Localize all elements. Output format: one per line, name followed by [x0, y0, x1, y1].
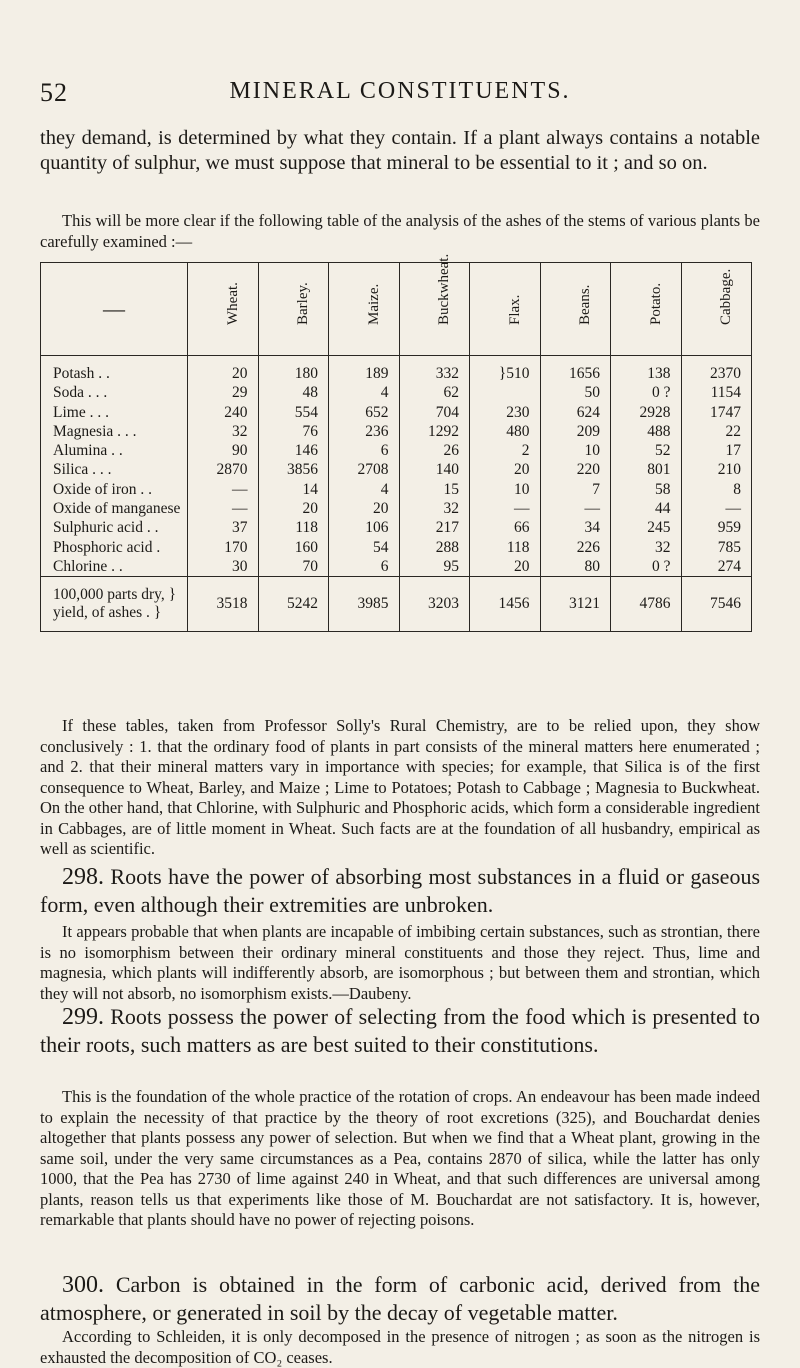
col-header-label: Beans.: [577, 284, 594, 325]
table-cell: 48: [258, 383, 329, 402]
table-cell: 15: [399, 480, 470, 499]
table-cell: 50: [540, 383, 611, 402]
table-cell: 17: [681, 441, 752, 460]
table-cell: 52: [611, 441, 682, 460]
total-cell: 1456: [470, 577, 541, 632]
col-header: [258, 263, 329, 356]
table-row: [41, 557, 752, 577]
row-label: Chlorine . .: [41, 557, 188, 577]
table-cell: 288: [399, 538, 470, 557]
table-cell: 0 ?: [611, 383, 682, 402]
total-cell: 7546: [681, 577, 752, 632]
total-cell: 3985: [329, 577, 400, 632]
row-label: Sulphuric acid . .: [41, 518, 188, 537]
col-header-label: Flax.: [506, 294, 523, 325]
table-cell: 20: [470, 557, 541, 577]
table-cell: 274: [681, 557, 752, 577]
table-body: [41, 356, 752, 632]
table-cell: —: [188, 480, 259, 499]
table-cell: 10: [470, 480, 541, 499]
section-number: 300.: [62, 1272, 104, 1298]
table-row: [41, 422, 752, 441]
table-cell: 2: [470, 441, 541, 460]
table-cell: 624: [540, 403, 611, 422]
col-header: [540, 263, 611, 356]
paragraph-isomorphism: It appears probable that when plants are incapable of imbibing certain substances, such as strontian, there is no isomorphism between their ordinary mineral constituents and those they reject. Thus, lime and magnesia, which plants will indifferently absorb, are isomorphous ; but between them and strontian, which they will not absorb, no isomorphism exists.—Daubeny.: [40, 922, 760, 1003]
table-cell: 20: [470, 460, 541, 479]
table-cell: 785: [681, 538, 752, 557]
table-cell: 90: [188, 441, 259, 460]
table-cell: 95: [399, 557, 470, 577]
col-header-label: Buckwheat.: [436, 253, 453, 325]
table-cell: —: [470, 499, 541, 518]
table-cell: 14: [258, 480, 329, 499]
table-row: [41, 441, 752, 460]
table-row: [41, 460, 752, 479]
table-cell: 32: [611, 538, 682, 557]
col-header: [329, 263, 400, 356]
col-header-label: Barley.: [295, 282, 312, 325]
section-title: Roots possess the power of selecting from the food which is presented to their roots, such matters as are best suited to their constitutions.: [40, 1004, 761, 1057]
running-head: MINERAL CONSTITUENTS.: [229, 78, 571, 104]
table-cell: 146: [258, 441, 329, 460]
table-cell: 32: [399, 499, 470, 518]
section-number: 298.: [62, 864, 104, 890]
table-cell: 34: [540, 518, 611, 537]
section-300-heading: [40, 1271, 760, 1326]
table-cell: 332: [399, 356, 470, 384]
total-cell: 5242: [258, 577, 329, 632]
page-header: [40, 78, 760, 108]
row-label: Oxide of iron . .: [41, 480, 188, 499]
table-cell: 2870: [188, 460, 259, 479]
table-cell: 58: [611, 480, 682, 499]
table-row: [41, 538, 752, 557]
table-cell: 240: [188, 403, 259, 422]
table-cell: 29: [188, 383, 259, 402]
total-cell: 3518: [188, 577, 259, 632]
paragraph-schleiden: According to Schleiden, it is only decomposed in the presence of nitrogen ; as soon as the nitrogen is exhausted the decomposition of CO₂ ceases.: [40, 1327, 760, 1367]
table-cell: 30: [188, 557, 259, 577]
total-cell: 3121: [540, 577, 611, 632]
row-label: Magnesia . . .: [41, 422, 188, 441]
col-header: [188, 263, 259, 356]
table-cell: 1747: [681, 403, 752, 422]
table-cell: 209: [540, 422, 611, 441]
total-row-label: 100,000 parts dry, } yield, of ashes . }: [41, 577, 188, 632]
total-cell: 4786: [611, 577, 682, 632]
table-cell: 226: [540, 538, 611, 557]
row-label: Soda . . .: [41, 383, 188, 402]
table-cell: —: [540, 499, 611, 518]
table-row: [41, 518, 752, 537]
table-cell: 4: [329, 480, 400, 499]
table-cell: 488: [611, 422, 682, 441]
table-row: [41, 480, 752, 499]
table-cell: 62: [399, 383, 470, 402]
table-cell: 236: [329, 422, 400, 441]
table-cell: 6: [329, 441, 400, 460]
table-row: [41, 356, 752, 384]
table-cell: 70: [258, 557, 329, 577]
table-cell: 118: [258, 518, 329, 537]
table-cell: 230: [470, 403, 541, 422]
table-cell: 4: [329, 383, 400, 402]
table-cell: 76: [258, 422, 329, 441]
table-row: [41, 383, 752, 402]
table-cell: 180: [258, 356, 329, 384]
table-cell: 140: [399, 460, 470, 479]
table-cell: 3856: [258, 460, 329, 479]
row-label: Silica . . .: [41, 460, 188, 479]
table-header-row: [41, 263, 752, 356]
table-cell: 2370: [681, 356, 752, 384]
table-cell: 26: [399, 441, 470, 460]
row-label: Potash . .: [41, 356, 188, 384]
table-cell: 1292: [399, 422, 470, 441]
section-299-heading: [40, 1003, 760, 1058]
table-cell: 160: [258, 538, 329, 557]
table-cell: }510: [470, 356, 541, 384]
table-cell: 20: [258, 499, 329, 518]
table-cell: 704: [399, 403, 470, 422]
table-cell: 1154: [681, 383, 752, 402]
table-cell: 7: [540, 480, 611, 499]
table-cell: 2928: [611, 403, 682, 422]
row-label: Lime . . .: [41, 403, 188, 422]
table-cell: 210: [681, 460, 752, 479]
table-cell: 245: [611, 518, 682, 537]
table-cell: 170: [188, 538, 259, 557]
table-cell: —: [681, 499, 752, 518]
ash-analysis-table-wrap: [40, 253, 752, 686]
paragraph-table-lead: This will be more clear if the following table of the analysis of the ashes of the stems of various plants be carefully examined :—: [40, 211, 760, 251]
table-cell: [470, 383, 541, 402]
row-label: Alumina . .: [41, 441, 188, 460]
paragraph-intro: they demand, is determined by what they contain. If a plant always contains a notable quantity of sulphur, we must suppose that mineral to be essential to it ; and so on.: [40, 127, 760, 174]
table-cell: 37: [188, 518, 259, 537]
col-header-label: Maize.: [365, 283, 382, 325]
table-cell: 10: [540, 441, 611, 460]
col-header-label: Cabbage.: [718, 268, 735, 325]
table-cell: 22: [681, 422, 752, 441]
col-header-label: Potato.: [647, 282, 664, 325]
table-cell: 20: [329, 499, 400, 518]
paragraph-solly-conclusions: If these tables, taken from Professor Solly's Rural Chemistry, are to be relied upon, they show conclusively : 1. that the ordinary food of plants in part consists of the mineral matters here enumerated ; and 2. that their mineral matters vary in importance with species; for example, that Silica is of the first consequence to Wheat, Barley, and Maize ; Lime to Potatoes; Potash to Cabbage ; Magnesia to Buckwheat. On the other hand, that Chlorine, with Sulphuric and Phosphoric acids, which form a considerable ingredient in Cabbages, are of little moment in Wheat. Such facts are at the foundation of all husbandry, empirical as well as scientific.: [40, 716, 760, 858]
ash-analysis-table: [40, 253, 752, 632]
section-298-heading: [40, 863, 760, 918]
table-cell: 959: [681, 518, 752, 537]
table-total-row: [41, 577, 752, 632]
col-header: [681, 263, 752, 356]
table-cell: 138: [611, 356, 682, 384]
table-cell: 652: [329, 403, 400, 422]
col-header: [399, 253, 470, 356]
table-cell: 554: [258, 403, 329, 422]
table-row: [41, 499, 752, 518]
table-cell: 220: [540, 460, 611, 479]
table-corner: —: [41, 263, 188, 356]
col-header-label: Wheat.: [224, 282, 241, 325]
table-cell: 66: [470, 518, 541, 537]
col-header: [470, 263, 541, 356]
total-cell: 3203: [399, 577, 470, 632]
table-cell: 8: [681, 480, 752, 499]
table-cell: 2708: [329, 460, 400, 479]
table-cell: 44: [611, 499, 682, 518]
table-cell: 32: [188, 422, 259, 441]
page-number: 52: [40, 78, 68, 107]
table-cell: 480: [470, 422, 541, 441]
section-title: Roots have the power of absorbing most substances in a fluid or gaseous form, even although their extremities are unbroken.: [40, 864, 761, 917]
table-cell: 20: [188, 356, 259, 384]
table-cell: 217: [399, 518, 470, 537]
section-title: Carbon is obtained in the form of carbonic acid, derived from the atmosphere, or generated in soil by the decay of vegetable matter.: [40, 1272, 760, 1325]
table-cell: 6: [329, 557, 400, 577]
table-cell: —: [188, 499, 259, 518]
row-label: Oxide of manganese: [41, 499, 188, 518]
table-cell: 801: [611, 460, 682, 479]
table-cell: 0 ?: [611, 557, 682, 577]
table-cell: 189: [329, 356, 400, 384]
table-cell: 106: [329, 518, 400, 537]
table-row: [41, 403, 752, 422]
row-label: Phosphoric acid .: [41, 538, 188, 557]
table-cell: 118: [470, 538, 541, 557]
table-cell: 80: [540, 557, 611, 577]
table-cell: 54: [329, 538, 400, 557]
table-cell: 1656: [540, 356, 611, 384]
section-number: 299.: [62, 1004, 104, 1030]
paragraph-rotation-of-crops: This is the foundation of the whole practice of the rotation of crops. An endeavour has been made indeed to explain the necessity of that practice by the theory of root excretions (325), and Bouchardat denies altogether that plants possess any power of selection. But when we find that a Wheat plant, growing in the same soil, under the very same circumstances as a Pea, contains 2870 of silica, while the latter has only 1000, that the Pea has 2730 of lime against 240 in Wheat, and that such differences are universal among plants, reason tells us that experiments like those of M. Bouchardat are not satisfactory. It is, however, remarkable that plants should have no power of rejecting poisons.: [40, 1087, 760, 1229]
col-header: [611, 263, 682, 356]
